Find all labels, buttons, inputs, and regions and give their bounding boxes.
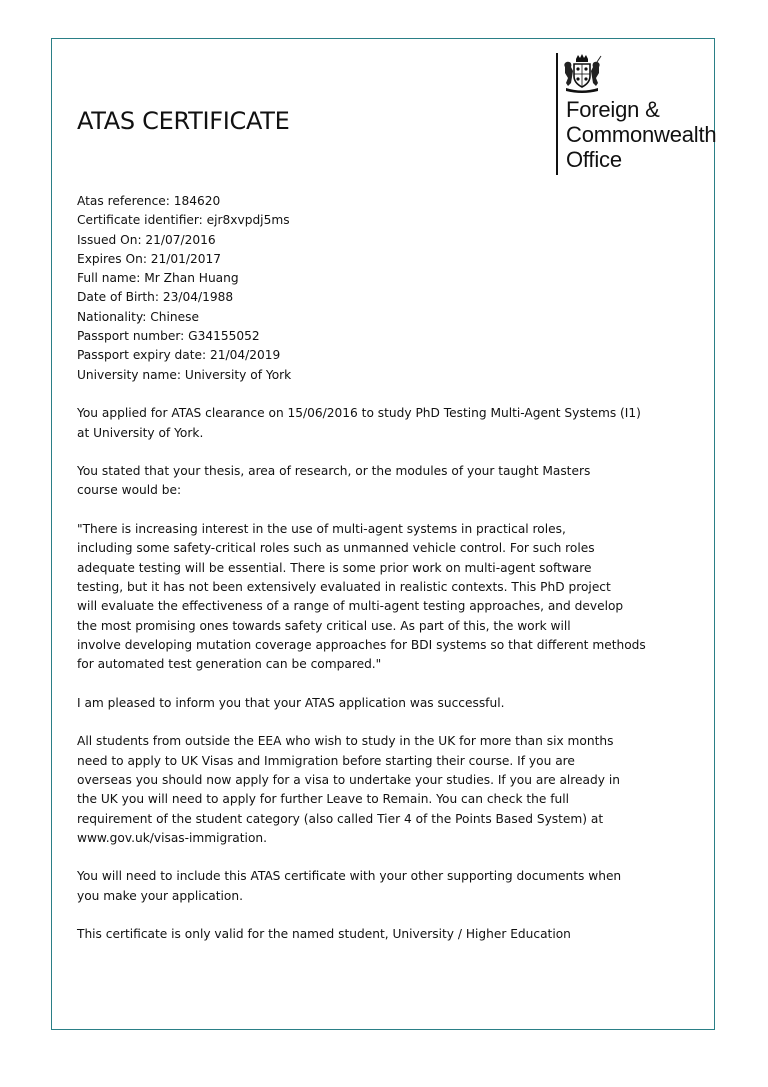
paragraph-line: overseas you should now apply for a visa to undertake your studies. If you are already in xyxy=(77,772,620,787)
quote-line: the most promising ones towards safety critical use. As part of this, the work will xyxy=(77,618,571,633)
royal-coat-of-arms-icon xyxy=(561,53,603,93)
detail-line: Atas reference: 184620 xyxy=(77,194,221,208)
paragraph-line: You applied for ATAS clearance on 15/06/2016 to study PhD Testing Multi-Agent Systems (I1) xyxy=(77,406,641,421)
paragraph-line: you make your application. xyxy=(77,888,243,903)
quote-line: "There is increasing interest in the use of multi-agent systems in practical roles, xyxy=(77,522,566,537)
logo-line: Office xyxy=(566,147,622,172)
stated-paragraph xyxy=(77,462,637,501)
paragraph-line: I am pleased to inform you that your ATAS application was successful. xyxy=(77,695,505,710)
quote-line: adequate testing will be essential. There is some prior work on multi-agent software xyxy=(77,560,592,575)
paragraph-line: the UK you will need to apply for further Leave to Remain. You can check the full xyxy=(77,792,570,807)
applied-paragraph xyxy=(77,404,641,443)
quote-line: testing, but it has not been extensively evaluated in realistic contexts. This PhD project xyxy=(77,579,611,594)
quote-line: will evaluate the effectiveness of a range of multi-agent testing approaches, and develop xyxy=(77,599,624,614)
paragraph-line: requirement of the student category (also called Tier 4 of the Points Based System) at xyxy=(77,811,604,826)
logo-line: Foreign & xyxy=(566,97,660,122)
validity-paragraph xyxy=(77,925,637,944)
certificate-details xyxy=(77,192,637,385)
detail-line: Certificate identifier: ejr8xvpdj5ms xyxy=(77,213,290,228)
paragraph-line: www.gov.uk/visas-immigration. xyxy=(77,830,267,845)
students-paragraph xyxy=(77,732,637,848)
detail-line: Expires On: 21/01/2017 xyxy=(77,251,222,266)
paragraph-line: You stated that your thesis, area of research, or the modules of your taught Masters xyxy=(77,464,591,479)
detail-line: Nationality: Chinese xyxy=(77,309,199,324)
paragraph-line: need to apply to UK Visas and Immigration before starting their course. If you are xyxy=(77,753,575,768)
logo-line: Commonwealth xyxy=(566,122,717,147)
paragraph-line: course would be: xyxy=(77,483,182,498)
paragraph-line: This certificate is only valid for the named student, University / Higher Education xyxy=(77,927,571,942)
detail-line: Full name: Mr Zhan Huang xyxy=(77,271,239,286)
include-paragraph xyxy=(77,867,637,906)
quote-line: involve developing mutation coverage approaches for BDI systems so that different methods xyxy=(77,637,646,652)
paragraph-line: at University of York. xyxy=(77,425,204,440)
detail-line: Date of Birth: 23/04/1988 xyxy=(77,290,234,305)
paragraph-line: All students from outside the EEA who wish to study in the UK for more than six months xyxy=(77,734,614,749)
detail-line: Passport number: G34155052 xyxy=(77,329,260,344)
paragraph-line: You will need to include this ATAS certificate with your other supporting documents when xyxy=(77,869,622,884)
fco-logo xyxy=(556,53,716,177)
success-paragraph xyxy=(77,694,637,713)
page-title: ATAS CERTIFICATE xyxy=(77,107,290,135)
quote-line: for automated test generation can be compared." xyxy=(77,657,382,672)
certificate-body xyxy=(77,192,646,945)
detail-line: University name: University of York xyxy=(77,367,292,382)
logo-text xyxy=(566,97,716,172)
research-quote xyxy=(77,520,646,674)
logo-divider xyxy=(556,53,558,175)
detail-line: Issued On: 21/07/2016 xyxy=(77,232,216,247)
quote-line: including some safety-critical roles such as unmanned vehicle control. For such roles xyxy=(77,541,595,556)
detail-line: Passport expiry date: 21/04/2019 xyxy=(77,348,281,363)
